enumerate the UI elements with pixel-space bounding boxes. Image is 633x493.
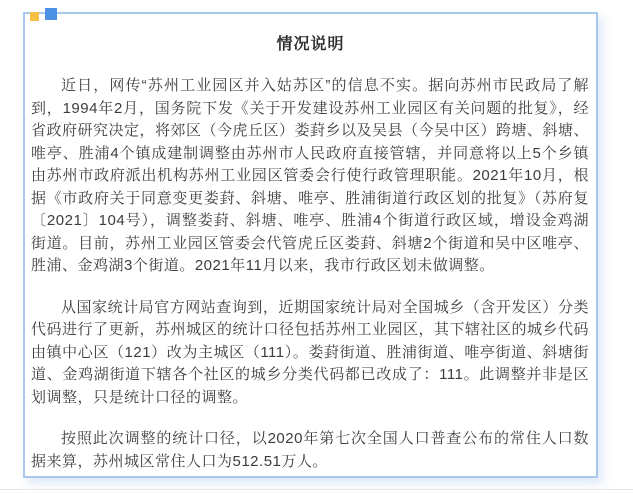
notice-title: 情况说明 <box>276 36 345 53</box>
blue-square-icon <box>45 8 57 20</box>
yellow-square-icon <box>30 12 39 21</box>
notice-body <box>25 75 596 473</box>
paragraph-administrative-history: 近日，网传“苏州工业园区并入姑苏区”的信息不实。据向苏州市民政局了解到，1994年2月，国务院下发《关于开发建设苏州工业园区有关问题的批复》，经省政府研究决定，将郊区（今虎丘区）娄葑乡以及吴县（今吴中区）跨塘、斜塘、唯亭、胜浦4个镇成建制调整由苏州市人民政府直接管辖，并同意将以上5个乡镇由苏州市政府派出机构苏州工业园区管委会行使行政管理职能。2021年10月，根据《市政府关于同意变更娄葑、斜塘、唯亭、胜浦街道行政区划的批复》（苏府复〔2021〕104号），调整娄葑、斜塘、唯亭、胜浦4个街道行政区域，增设金鸡湖街道。目前，苏州工业园区管委会代管虎丘区娄葑、斜塘2个街道和吴中区唯亭、胜浦、金鸡湖3个街道。2021年11月以来，我市行政区划未做调整。 <box>31 77 590 274</box>
paragraph-population-figure: 按照此次调整的统计口径，以2020年第七次全国人口普查公布的常住人口数据来算，苏州城区常住人口为512.51万人。 <box>31 430 589 470</box>
notice-card <box>23 12 598 478</box>
paragraph-statistics-code-update: 从国家统计局官方网站查询到，近期国家统计局对全国城乡（含开发区）分类代码进行了更新，苏州城区的统计口径包括苏州工业园区，其下辖社区的城乡代码由镇中心区（121）改为主城区（111）。娄葑街道、胜浦街道、唯亭街道、斜塘街道、金鸡湖街道下辖各个社区的城乡分类代码都已改成了：111。此调整并非是区划调整，只是统计口径的调整。 <box>31 298 590 406</box>
page-bottom-divider <box>0 489 633 490</box>
